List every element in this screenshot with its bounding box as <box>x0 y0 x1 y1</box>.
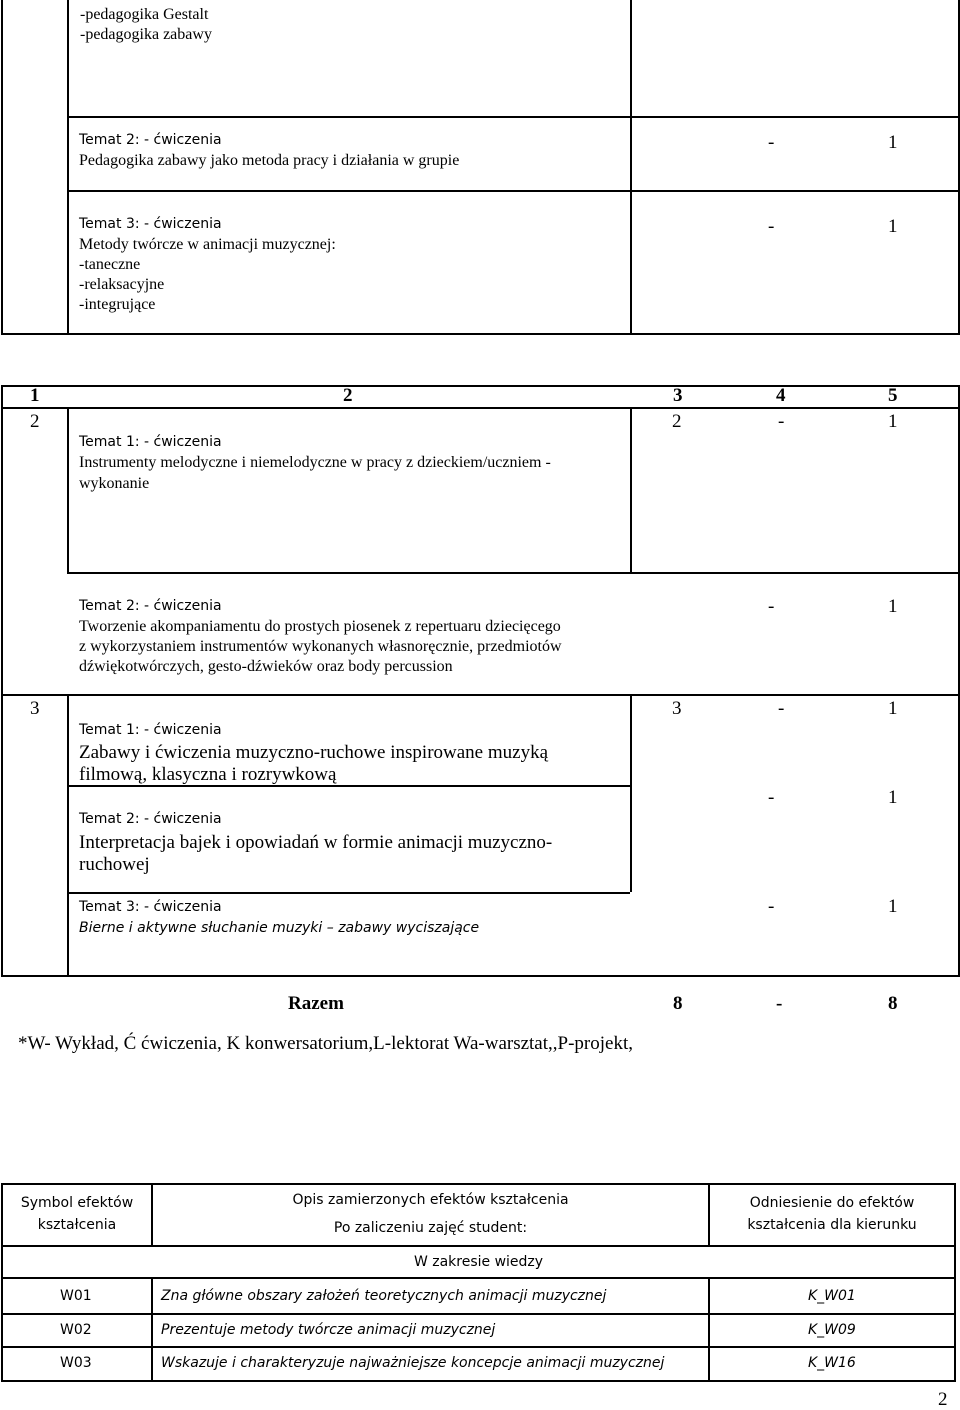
topic-line: -relaksacyjne <box>79 276 165 293</box>
hours-c: 1 <box>888 216 898 237</box>
topic-line: Metody twórcze w animacji muzycznej: <box>79 236 336 253</box>
topic-heading: Temat 2: - ćwiczenia <box>79 132 222 148</box>
col-header: 1 <box>30 385 40 406</box>
description-header: Opis zamierzonych efektów kształcenia Po zaliczeniu zajęć student: <box>292 1192 569 1236</box>
effect-reference: K_W16 <box>808 1355 856 1371</box>
reference-header: Odniesienie do efektów kształcenia dla kierunku <box>747 1195 917 1233</box>
hours-c: 1 <box>888 896 898 917</box>
row-number: 2 <box>30 411 40 432</box>
hours-w: - <box>768 216 775 237</box>
hours-c: 1 <box>888 132 898 153</box>
effect-description: Prezentuje metody twórcze animacji muzycznej <box>161 1322 496 1338</box>
topic-heading: Temat 2: - ćwiczenia <box>79 598 222 614</box>
topic-heading: Temat 2: - ćwiczenia <box>79 811 222 827</box>
effect-reference: K_W01 <box>808 1288 856 1304</box>
topic-line: Tworzenie akompaniamentu do prostych piosenek z repertuaru dziecięcego <box>79 618 561 635</box>
col-header: 2 <box>343 385 353 406</box>
topic-line: -pedagogika Gestalt <box>80 6 209 23</box>
page-number: 2 <box>938 1389 948 1410</box>
col-header: 4 <box>776 385 786 406</box>
topic-heading: Temat 3: - ćwiczenia <box>79 216 222 232</box>
total-c: 8 <box>888 993 898 1014</box>
hours-c: 1 <box>888 698 898 719</box>
effect-symbol: W02 <box>60 1322 92 1338</box>
topic-line: Instrumenty melodyczne i niemelodyczne w pracy z dzieckiem/uczniem - <box>79 454 551 471</box>
topic-line: -integrujące <box>79 296 156 313</box>
hours-w: - <box>768 132 775 153</box>
topic-line: filmową, klasyczna i rozrywkową <box>79 764 337 785</box>
topic-line: Pedagogika zabawy jako metoda pracy i działania w grupie <box>79 152 460 169</box>
topic-heading: Temat 1: - ćwiczenia <box>79 434 222 450</box>
hours-w: - <box>778 411 785 432</box>
hours-w: - <box>768 596 775 617</box>
hours-w: - <box>778 698 785 719</box>
effect-reference: K_W09 <box>808 1322 856 1338</box>
hours-c: 1 <box>888 596 898 617</box>
topic-heading: Temat 1: - ćwiczenia <box>79 722 222 738</box>
topic-line: Interpretacja bajek i opowiadań w formie animacji muzyczno- <box>79 832 553 853</box>
hours-w: - <box>768 787 775 808</box>
effect-description: Zna główne obszary założeń teoretycznych animacji muzycznej <box>161 1288 607 1304</box>
topic-line: -taneczne <box>79 256 141 273</box>
col-header: 5 <box>888 385 898 406</box>
total-hours: 8 <box>673 993 683 1014</box>
section-heading: W zakresie wiedzy <box>413 1254 544 1270</box>
topic-line: z wykorzystaniem instrumentów wykonanych własnoręcznie, przedmiotów <box>79 638 562 655</box>
hours-c: 1 <box>888 787 898 808</box>
topic-line: Bierne i aktywne słuchanie muzyki – zabawy wyciszające <box>79 920 480 936</box>
hours-c: 1 <box>888 411 898 432</box>
topic-line: -pedagogika zabawy <box>80 26 212 43</box>
topic-line: ruchowej <box>79 854 150 875</box>
total-w: - <box>776 993 783 1014</box>
symbol-header: Symbol efektów kształcenia <box>20 1195 134 1233</box>
hours-w: - <box>768 896 775 917</box>
effect-symbol: W01 <box>60 1288 92 1304</box>
topic-line: wykonanie <box>79 475 150 492</box>
topic-heading: Temat 3: - ćwiczenia <box>79 899 222 915</box>
hours-total: 2 <box>672 411 682 432</box>
hours-total: 3 <box>672 698 682 719</box>
effect-symbol: W03 <box>60 1355 92 1371</box>
col-header: 3 <box>673 385 683 406</box>
footnote: *W- Wykład, Ć ćwiczenia, K konwersatorium,L-lektorat Wa-warsztat,,P-projekt, <box>18 1033 633 1054</box>
topic-line: dźwiękotwórczych, gesto-dźwieków oraz body percussion <box>79 658 453 675</box>
topic-line: Zabawy i ćwiczenia muzyczno-ruchowe inspirowane muzyką <box>79 742 548 763</box>
row-number: 3 <box>30 698 40 719</box>
effect-description: Wskazuje i charakteryzuje najważniejsze koncepcje animacji muzycznej <box>161 1355 665 1371</box>
total-label: Razem <box>288 993 344 1014</box>
